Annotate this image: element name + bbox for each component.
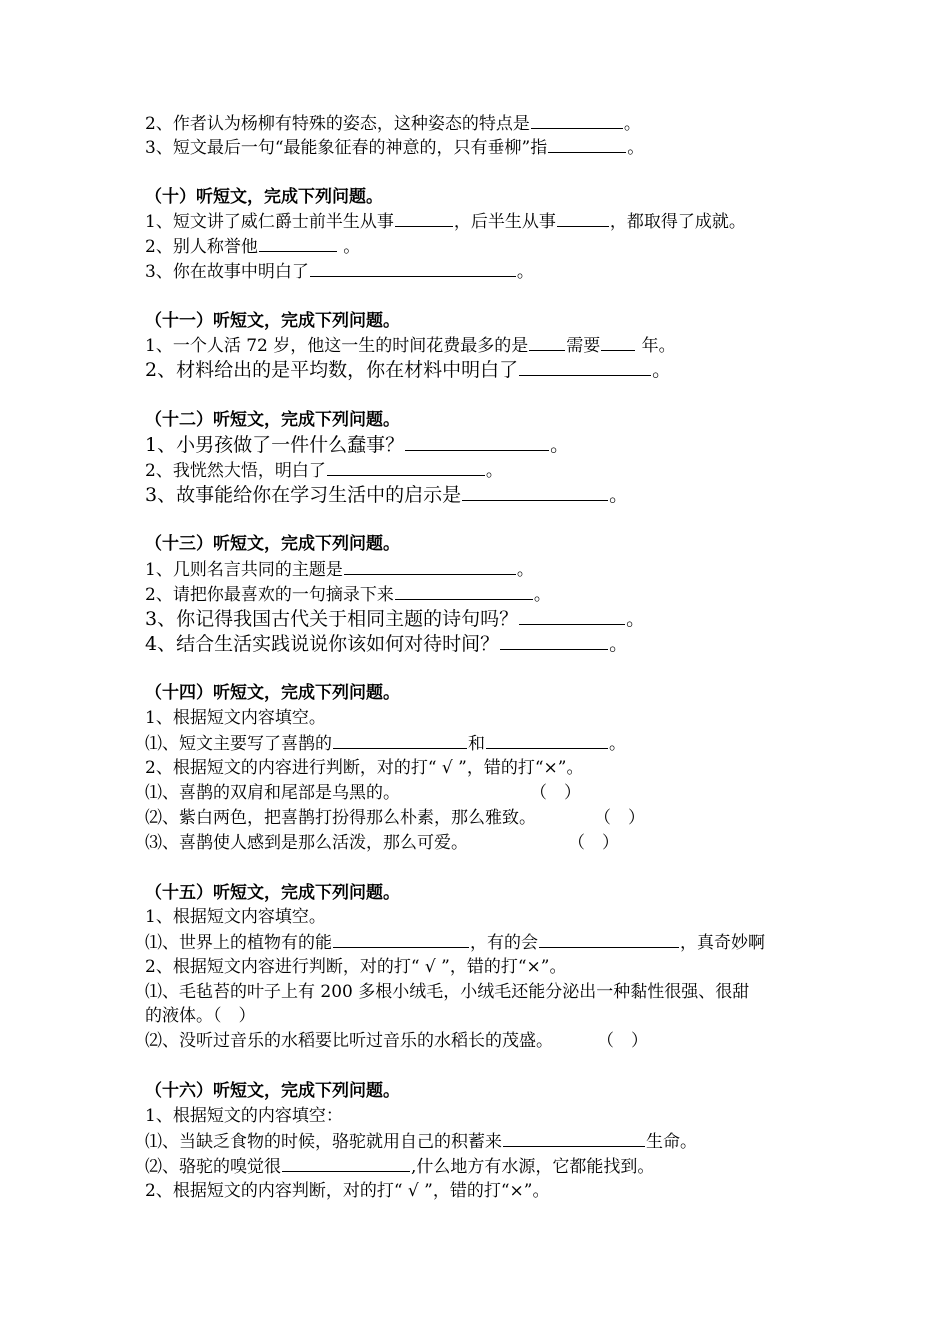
- question-text: 3、你记得我国古代关于相同主题的诗句吗？: [145, 608, 519, 630]
- question-line: [145, 832, 619, 854]
- question-text: 。: [609, 484, 629, 506]
- answer-blank[interactable]: [327, 459, 485, 476]
- question-text: 3、故事能给你在学习生活中的启示是: [145, 484, 462, 506]
- question-text: 。: [609, 734, 626, 754]
- question-text: 1、一个人活 72 岁，他这一生的时间花费最多的是: [145, 336, 529, 356]
- answer-blank[interactable]: [259, 235, 337, 252]
- question-line: [145, 1005, 256, 1027]
- question-line: [145, 906, 326, 928]
- judgment-parens: 的液体。（ ）: [145, 1006, 256, 1026]
- section-heading: [145, 1080, 400, 1102]
- answer-blank[interactable]: [500, 633, 608, 650]
- answer-blank[interactable]: [486, 732, 608, 749]
- question-text: 4、结合生活实践说说你该如何对待时间？: [145, 633, 500, 655]
- answer-blank[interactable]: [557, 210, 609, 227]
- question-text: （十三）听短文，完成下列问题。: [145, 534, 400, 554]
- question-text: ⑵、没听过音乐的水稻要比听过音乐的水稻长的茂盛。: [145, 1031, 553, 1051]
- question-text: 1、根据短文内容填空。: [145, 907, 326, 927]
- question-text: 1、短文讲了威仁爵士前半生从事: [145, 212, 394, 232]
- question-text: 2、根据短文内容进行判断，对的打“ √ ”，错的打“×”。: [145, 957, 567, 977]
- question-text: ⑴、世界上的植物有的能: [145, 933, 332, 953]
- question-text: 2、作者认为杨柳有特殊的姿态，这种姿态的特点是: [145, 114, 530, 134]
- question-text: 2、材料给出的是平均数，你在材料中明白了: [145, 359, 519, 381]
- question-text: 。: [337, 237, 361, 257]
- question-line: [145, 136, 644, 159]
- section-heading: [145, 882, 400, 904]
- answer-blank[interactable]: [395, 583, 533, 600]
- answer-blank[interactable]: [519, 359, 651, 376]
- question-text: 1、小男孩做了一件什么蠢事？: [145, 434, 405, 456]
- question-line: [145, 732, 626, 755]
- judgment-parens: （ ）: [594, 808, 645, 828]
- answer-blank[interactable]: [462, 484, 608, 501]
- answer-blank[interactable]: [395, 210, 453, 227]
- question-text: 。: [626, 608, 646, 630]
- question-text: （十二）听短文，完成下列问题。: [145, 410, 400, 430]
- question-line: [145, 459, 503, 482]
- answer-blank[interactable]: [519, 608, 625, 625]
- judgment-parens: （ ）: [568, 833, 619, 853]
- judgment-parens: （ ）: [597, 1031, 648, 1051]
- section-heading: [145, 186, 383, 208]
- section-heading: [145, 409, 400, 431]
- answer-blank[interactable]: [601, 334, 635, 351]
- question-line: [145, 956, 566, 978]
- question-text: ，后半生从事: [453, 212, 556, 232]
- answer-blank[interactable]: [529, 334, 565, 351]
- question-line: [145, 334, 676, 357]
- question-line: [145, 981, 749, 1003]
- answer-blank[interactable]: [282, 1155, 410, 1172]
- question-text: ⑴、短文主要写了喜鹊的: [145, 734, 332, 754]
- question-line: [145, 633, 628, 655]
- question-text: 需要: [566, 336, 601, 356]
- question-text: 1、几则名言共同的主题是: [145, 560, 343, 580]
- question-text: ⑵、骆驼的嗅觉很: [145, 1157, 281, 1177]
- question-text: 和: [468, 734, 485, 754]
- answer-blank[interactable]: [548, 136, 626, 153]
- question-text: 生命。: [646, 1132, 697, 1152]
- section-heading: [145, 533, 400, 555]
- question-line: [145, 235, 360, 258]
- question-text: ,什么地方有水源，它都能找到。: [411, 1157, 655, 1177]
- question-text: 。: [623, 114, 641, 134]
- question-line: [145, 1030, 648, 1052]
- question-text: 。: [627, 138, 645, 158]
- question-text: 2、根据短文的内容进行判断，对的打“ √ ”，错的打“×”。: [145, 758, 584, 778]
- section-heading: [145, 310, 400, 332]
- answer-blank[interactable]: [310, 260, 516, 277]
- answer-blank[interactable]: [333, 732, 467, 749]
- question-line: [145, 807, 645, 829]
- question-text: ⑴、毛毡苔的叶子上有 200 多根小绒毛，小绒毛还能分泌出一种黏性很强、很甜: [145, 982, 750, 1002]
- question-line: [145, 484, 628, 506]
- question-text: ⑴、当缺乏食物的时候，骆驼就用自己的积蓄来: [145, 1132, 502, 1152]
- question-text: （十五）听短文，完成下列问题。: [145, 883, 400, 903]
- answer-blank[interactable]: [344, 558, 516, 575]
- question-text: 。: [485, 461, 503, 481]
- question-text: 2、请把你最喜欢的一句摘录下来: [145, 585, 394, 605]
- question-text: 。: [533, 585, 551, 605]
- question-text: 年。: [636, 336, 676, 356]
- question-text: ⑴、喜鹊的双肩和尾部是乌黑的。: [145, 783, 400, 803]
- question-text: 2、根据短文的内容判断，对的打“ √ ”，错的打“×”。: [145, 1181, 550, 1201]
- judgment-parens: （ ）: [530, 783, 581, 803]
- question-line: [145, 1155, 654, 1178]
- question-text: 3、短文最后一句“最能象征春的神意的，只有垂柳”指: [145, 138, 548, 158]
- question-text: 。: [609, 633, 629, 655]
- question-text: ，真奇妙啊: [680, 933, 765, 953]
- question-text: 。: [516, 560, 534, 580]
- question-line: [145, 558, 534, 581]
- answer-blank[interactable]: [333, 931, 469, 948]
- question-text: ，有的会: [470, 933, 538, 953]
- question-text: 2、别人称誉他: [145, 237, 258, 257]
- question-text: （十）听短文，完成下列问题。: [145, 187, 383, 207]
- question-text: ⑵、紫白两色，把喜鹊打扮得那么朴素，那么雅致。: [145, 808, 536, 828]
- question-line: [145, 583, 551, 606]
- question-text: 。: [652, 359, 672, 381]
- question-text: ，都取得了成就。: [609, 212, 746, 232]
- question-text: 3、你在故事中明白了: [145, 262, 309, 282]
- answer-blank[interactable]: [503, 1130, 645, 1147]
- section-heading: [145, 682, 400, 704]
- question-line: [145, 1105, 343, 1127]
- question-line: [145, 1180, 549, 1202]
- question-text: ⑶、喜鹊使人感到是那么活泼，那么可爱。: [145, 833, 468, 853]
- question-line: [145, 210, 746, 233]
- question-text: 。: [550, 434, 570, 456]
- question-line: [145, 608, 645, 630]
- question-line: [145, 931, 765, 954]
- answer-blank[interactable]: [531, 112, 623, 129]
- question-line: [145, 260, 534, 283]
- question-line: [145, 359, 671, 381]
- question-line: [145, 434, 569, 456]
- question-text: （十一）听短文，完成下列问题。: [145, 311, 400, 331]
- question-text: 1、根据短文内容填空。: [145, 708, 326, 728]
- answer-blank[interactable]: [539, 931, 679, 948]
- question-line: [145, 112, 641, 135]
- question-text: （十四）听短文，完成下列问题。: [145, 683, 400, 703]
- question-text: 。: [516, 262, 534, 282]
- question-line: [145, 1130, 697, 1153]
- question-line: [145, 757, 583, 779]
- answer-blank[interactable]: [405, 434, 549, 451]
- question-text: 1、根据短文的内容填空：: [145, 1106, 343, 1126]
- question-line: [145, 707, 326, 729]
- question-line: [145, 782, 581, 804]
- question-text: 2、我恍然大悟，明白了: [145, 461, 326, 481]
- question-text: （十六）听短文，完成下列问题。: [145, 1081, 400, 1101]
